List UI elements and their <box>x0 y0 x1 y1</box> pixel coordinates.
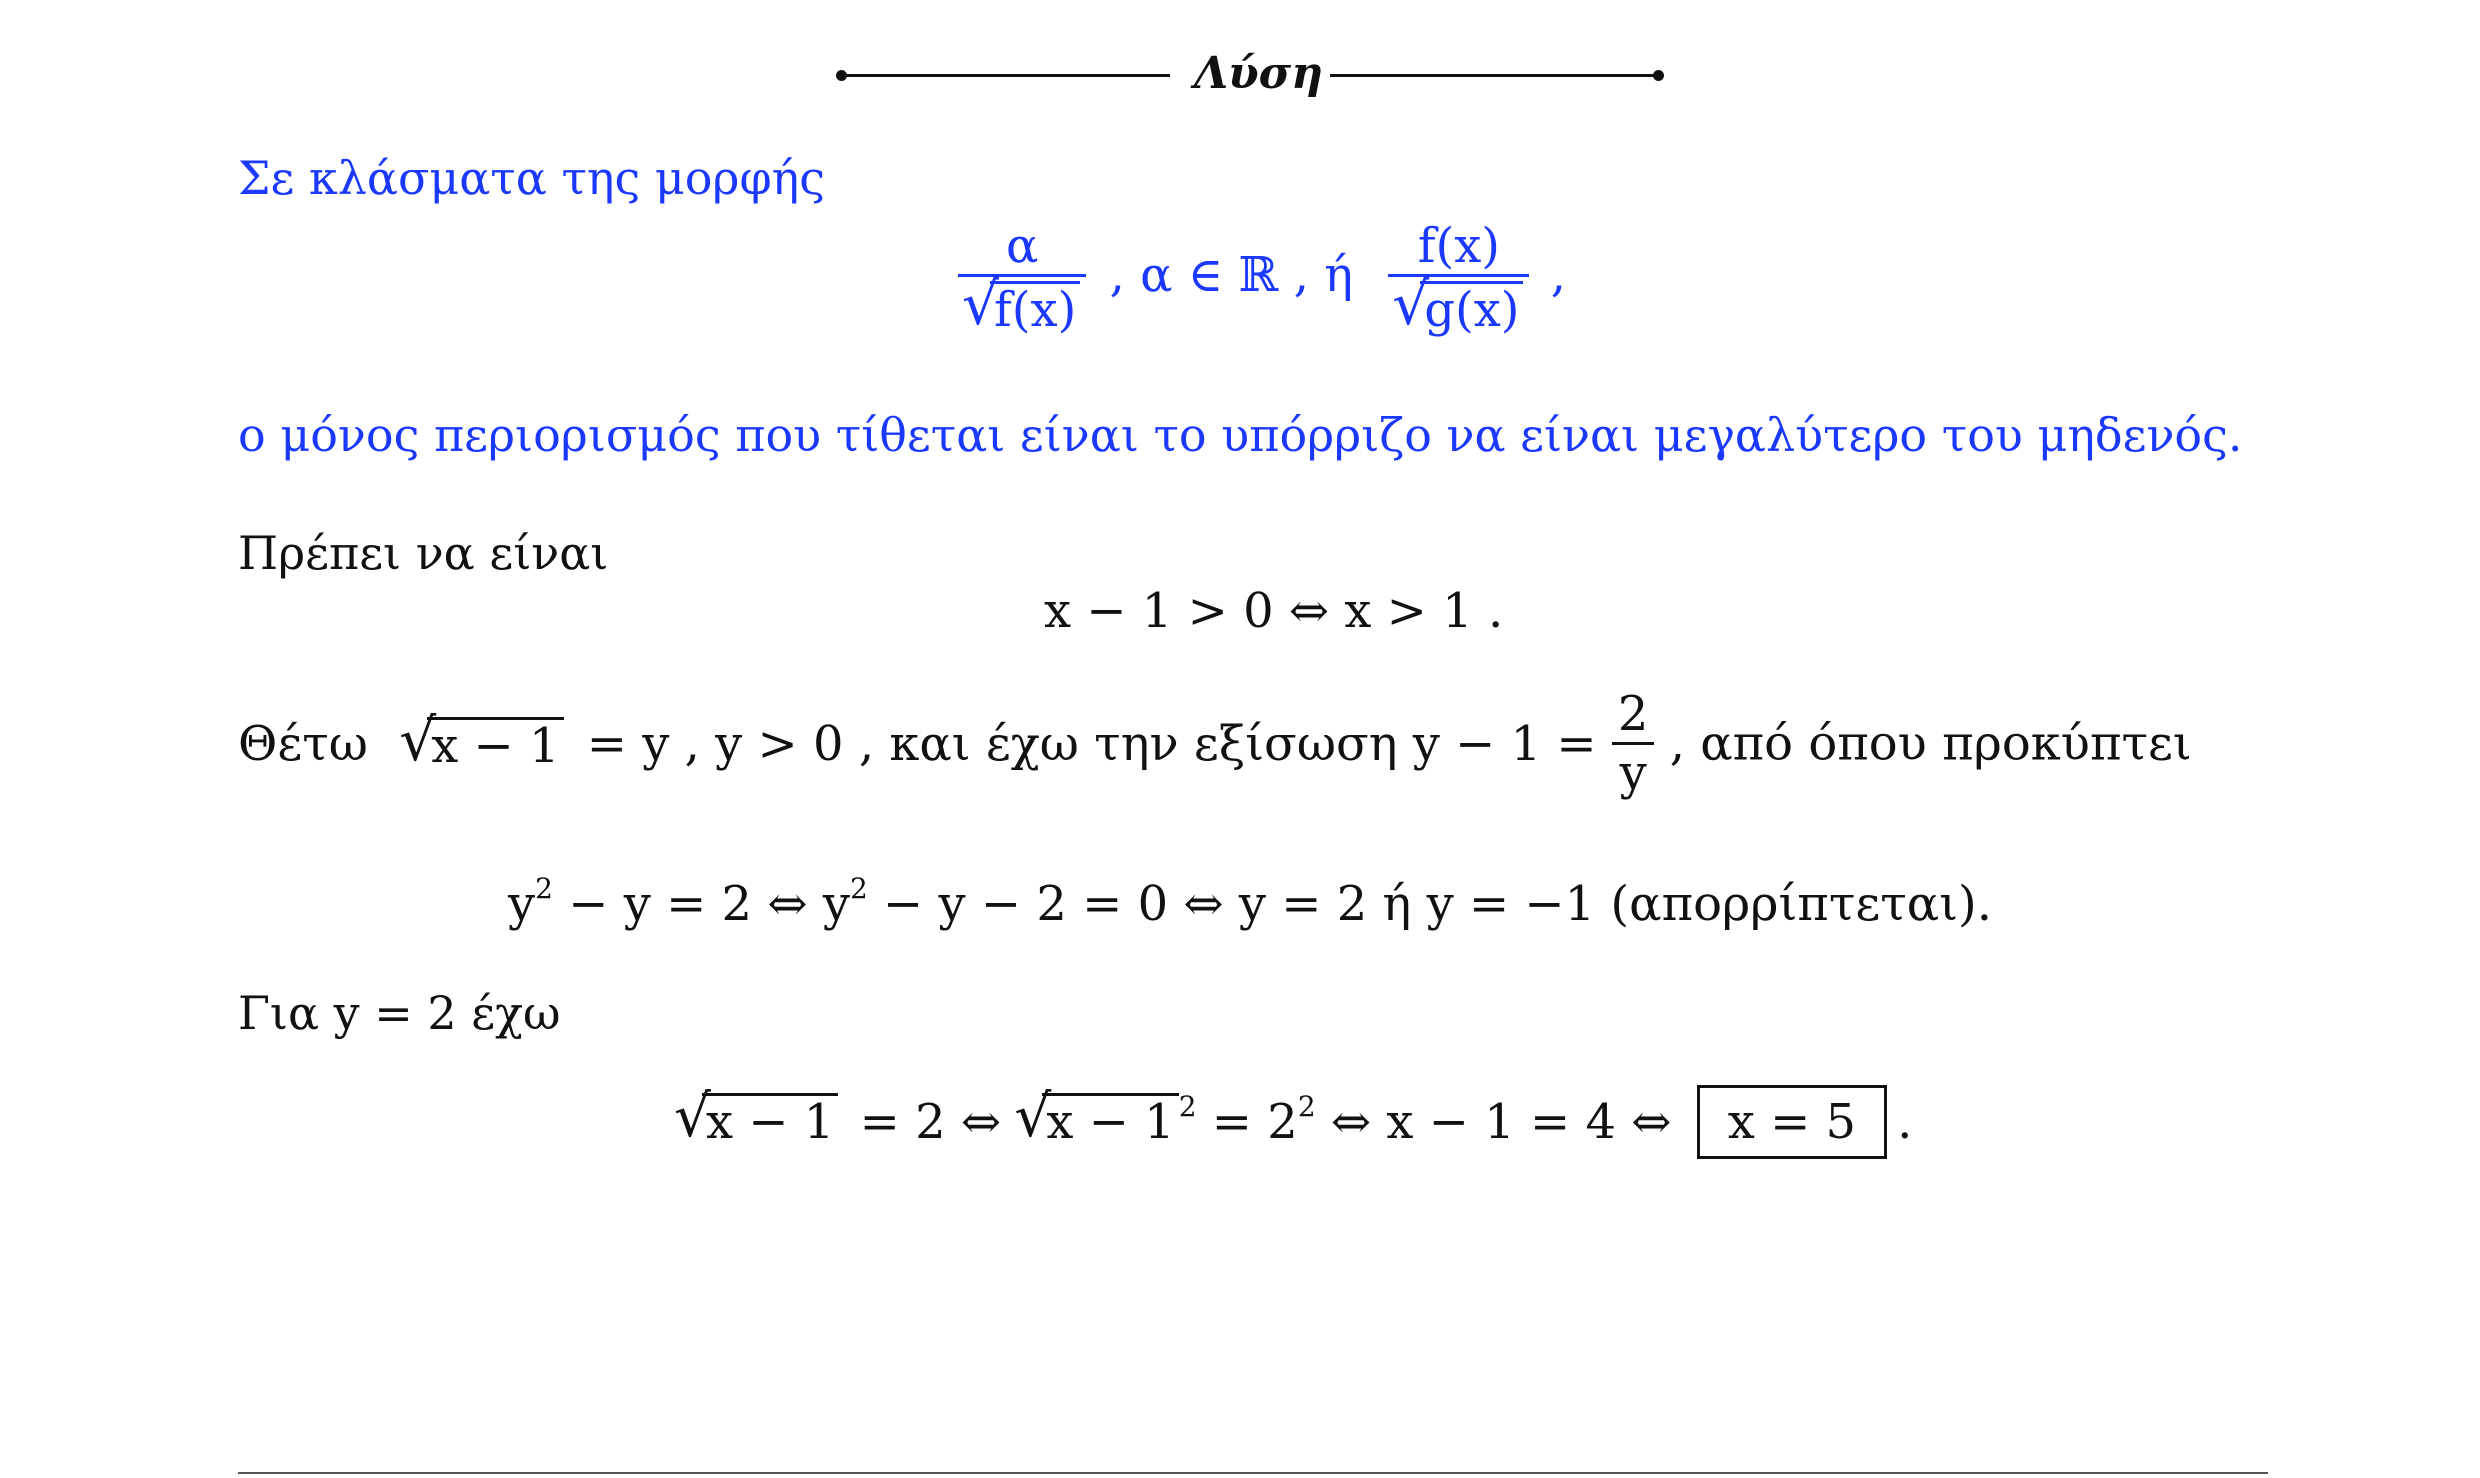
radicand: g(x) <box>1420 281 1523 334</box>
formula-trail: , <box>1550 246 1567 303</box>
sqrt-symbol <box>401 717 563 774</box>
final-dot: . <box>1897 1094 1913 1150</box>
substitution-line <box>238 686 2192 801</box>
fraction-numerator: f(x) <box>1417 218 1500 274</box>
fraction-denominator <box>958 281 1086 338</box>
final-mid1: = 2 ⇔ <box>859 1094 1002 1150</box>
set-word: Θέτω <box>238 715 368 772</box>
fraction-f-over-sqrt-g <box>1388 218 1529 338</box>
set-middle: = y , y > 0 , και έχω την εξίσωση y − 1 = <box>586 715 1597 772</box>
domain-equation: x − 1 > 0 ⇔ x > 1 . <box>1044 583 1504 639</box>
fraction-two-over-y <box>1612 686 1655 801</box>
final-mid3: ⇔ x − 1 = 4 ⇔ <box>1315 1094 1672 1150</box>
note-intro: Σε κλάσματα της μορφής <box>238 151 825 205</box>
exponent: 2 <box>1178 1090 1197 1123</box>
sqrt-symbol <box>1394 281 1523 338</box>
footer-rule <box>238 1472 2268 1474</box>
must-be-text: Πρέπει να είναι <box>238 526 609 580</box>
quad-y: y <box>508 876 536 932</box>
fraction-numerator: 2 <box>1617 686 1649 742</box>
for-y-text: Για y = 2 έχω <box>238 986 561 1040</box>
quad-part1: − y = 2 ⇔ y <box>552 876 850 932</box>
header-right-dot <box>1653 70 1664 81</box>
header-left-rule <box>842 74 1170 77</box>
radicand: x − 1 <box>702 1093 838 1146</box>
final-line <box>676 1085 1912 1159</box>
sqrt-symbol <box>1016 1093 1178 1150</box>
note-conclusion: ο μόνος περιορισμός που τίθεται είναι το υπόρριζο να είναι μεγαλύτερο του μηδενός. <box>238 408 2243 462</box>
radicand: x − 1 <box>1042 1093 1178 1146</box>
quad-part2: − y − 2 = 0 ⇔ y = 2 ή y = −1 (απορρίπτεται). <box>867 876 1993 932</box>
fraction-denominator <box>1388 281 1529 338</box>
note-formula <box>958 218 1567 338</box>
fraction-alpha-over-sqrt-f <box>958 218 1086 338</box>
radicand: x − 1 <box>427 717 563 770</box>
sqrt-symbol <box>676 1093 838 1150</box>
page-title: Λύση <box>1194 48 1324 99</box>
boxed-answer: x = 5 <box>1697 1085 1887 1159</box>
quadratic-line <box>508 872 1993 932</box>
fraction-denominator: y <box>1619 745 1647 801</box>
sqrt-symbol <box>964 281 1080 338</box>
exponent: 2 <box>535 872 553 905</box>
fraction-numerator: α <box>1005 218 1039 274</box>
exponent: 2 <box>1297 1090 1316 1123</box>
set-tail: , από όπου προκύπτει <box>1669 715 2192 772</box>
final-mid2: = 2 <box>1196 1094 1298 1150</box>
formula-middle: , α ∈ ℝ , ή <box>1109 246 1353 303</box>
exponent: 2 <box>849 872 868 905</box>
header-right-rule <box>1330 74 1658 77</box>
radicand: f(x) <box>990 281 1080 334</box>
